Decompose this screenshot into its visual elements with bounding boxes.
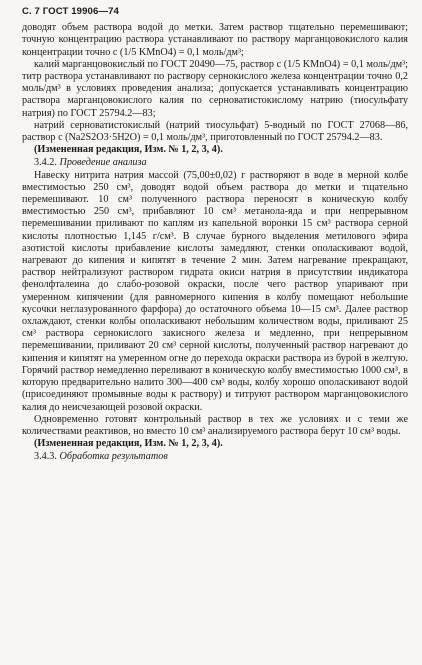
- paragraph: доводят объем раствора водой до метки. Затем раствор тщательно перемешивают; точную концентрацию раствора устанавливают по раствору марганцовокислого калия концентрации точно с (1/5 KMnO4) = 0,1 моль/дм³;: [22, 22, 408, 58]
- section-heading: [22, 451, 408, 463]
- amendment-note: (Измененная редакция, Изм. № 1, 2, 3, 4).: [34, 144, 223, 156]
- amendment-note: (Измененная редакция, Изм. № 1, 2, 3, 4).: [34, 438, 223, 450]
- section-number: 3.4.3.: [34, 451, 57, 463]
- section-title: Обработка результатов: [59, 451, 168, 463]
- paragraph: натрий серноватистокислый (натрий тиосульфат) 5-водный по ГОСТ 27068—86, раствор с (Na2S2O3·5H2O) = 0,1 моль/дм³, приготовленный по ГОСТ 25794.2—83.: [22, 119, 408, 144]
- paragraph: Одновременно готовят контрольный раствор в тех же условиях и с теми же количествами реактивов, но вместо 10 см³ анализируемого раствора берут 10 см³ воды.: [22, 413, 408, 437]
- paragraph: Навеску нитрита натрия массой (75,00±0,02) г растворяют в воде в мерной колбе вместимостью 250 см³, доводят водой объем раствора до метки и тщательно перемешивают. 10 см³ полученного раствора переносят в коническую колбу вместимостью 250 см³, прибавляют 10 см³ метанола-яда и при непрерывном перемешивании приливают по каплям из капельной воронки 15 см³ раствора серной кислоты плотностью 1,145 г/см³. В случае бурного выделения метилового эфира азотистой кислоты прибавление кислоты замедляют, стенки ополаскивают водой, нагревают до кипения и кипятят в течение 2 мин. Затем нагревание прекращают, раствор нейтрализуют раствором гидрата окиси натрия в присутствии индикатора фенолфталеина до слабо-розовой окраски, после чего раствор упаривают при умеренном кипячении (для равномерного кипения в колбу помещают небольшие кусочки неглазурованного фарфора) до остаточного объема 10—15 см³. Далее раствор охлаждают, стенки колбы ополаскивают небольшим количеством воды, приливают 25 см³ раствора сернокислого закисного железа и медленно, при непрерывном перемешивании, приливают 20 см³ серной кислоты, полученный раствор нагревают до кипения и кипятят на умеренном огне до перехода окраски раствора из бурой в желтую. Горячий раствор немедленно переливают в коническую колбу вместимостью 1000 см³, в которую предварительно налито 300—400 см³ воды, колбу хорошо ополаскивают водой (присоединяют промывные воды к раствору) и титруют раствором марганцовокислого калия до неисчезающей розовой окраски.: [22, 169, 408, 413]
- section-number: 3.4.2.: [34, 157, 57, 169]
- paragraph: калий марганцовокислый по ГОСТ 20490—75, раствор с (1/5 KMnO4) = 0,1 моль/дм³; титр раствора устанавливают по раствору сернокислого железа концентрации точно 0,2 моль/дм³ в условиях проведения анализа; допускается устанавливать концентрацию раствора марганцовокислого калия по серноватистокислому натрию (тиосульфату натрия) по ГОСТ 25794.2—83;: [22, 58, 408, 119]
- section-heading: [22, 157, 408, 169]
- page-header: С. 7 ГОСТ 19906—74: [22, 6, 119, 17]
- section-title: Проведение анализа: [59, 157, 147, 169]
